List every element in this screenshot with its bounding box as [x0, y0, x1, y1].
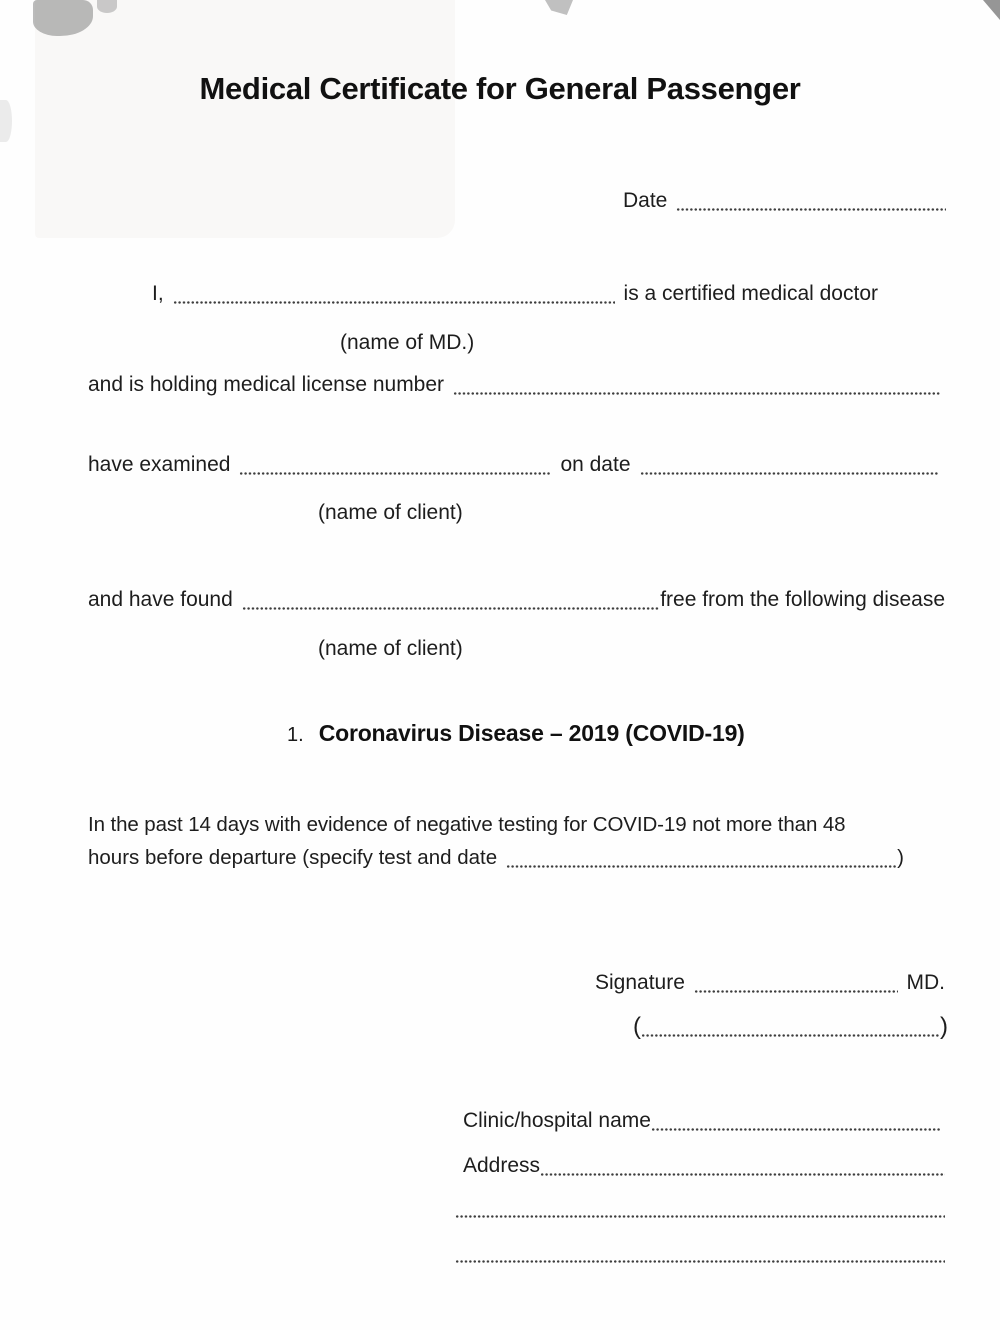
- name-of-client-caption-1: (name of client): [318, 501, 463, 524]
- scan-artifact-shade: [35, 0, 455, 238]
- i-label: I,: [152, 282, 164, 305]
- address-line: [463, 1153, 945, 1179]
- address-blank: [540, 1153, 945, 1179]
- client-name-blank: [239, 452, 551, 478]
- signature-name-line: [633, 1014, 948, 1040]
- scan-artifact-top-left-2: [97, 0, 117, 13]
- free-disease-text: free from the following disease: [660, 588, 945, 611]
- on-date-label: on date: [560, 453, 631, 476]
- license-label: and is holding medical license number: [88, 373, 445, 396]
- doctor-name-blank: [173, 281, 615, 307]
- license-blank: [453, 372, 940, 398]
- name-of-client-caption-2: (name of client): [318, 637, 463, 660]
- document-title: Medical Certificate for General Passenger: [199, 71, 801, 106]
- md-label: MD.: [906, 971, 945, 994]
- found-line: [88, 587, 945, 613]
- license-line: [88, 372, 940, 398]
- scan-artifact-top-right: [983, 0, 1000, 20]
- signature-blank: [694, 970, 898, 996]
- open-paren: (: [633, 1013, 641, 1040]
- scan-artifact-top-middle: [545, 0, 573, 15]
- address-extra-line-2: [455, 1240, 945, 1266]
- clinic-label: Clinic/hospital name: [463, 1109, 651, 1132]
- name-of-md-caption: (name of MD.): [340, 331, 475, 354]
- disease-title: Coronavirus Disease – 2019 (COVID-19): [318, 720, 745, 746]
- disease-heading: [287, 720, 745, 747]
- clinic-name-blank: [651, 1108, 940, 1134]
- date-label: Date: [623, 189, 668, 212]
- found-label: and have found: [88, 588, 233, 611]
- date-line: [623, 188, 946, 214]
- doctor-name-line: [152, 281, 878, 307]
- address-extra-blank-2: [455, 1240, 945, 1266]
- scan-artifact-top-left: [33, 0, 93, 36]
- address-extra-blank-1: [455, 1195, 945, 1221]
- test-date-blank: [506, 845, 897, 871]
- found-client-blank: [242, 587, 660, 613]
- certified-doctor-text: is a certified medical doctor: [623, 282, 878, 305]
- signature-line: [595, 970, 945, 996]
- date-blank: [676, 188, 946, 214]
- covid-paragraph-line2: [88, 845, 904, 871]
- close-paren: ): [940, 1013, 948, 1040]
- exam-date-blank: [640, 452, 939, 478]
- covid-paragraph-line2-text: hours before departure (specify test and date: [88, 846, 498, 869]
- covid-paragraph-line1: In the past 14 days with evidence of negative testing for COVID-19 not more than 48: [88, 813, 846, 836]
- clinic-line: [463, 1108, 940, 1134]
- signature-label: Signature: [595, 971, 685, 994]
- address-extra-line-1: [455, 1195, 945, 1221]
- address-label: Address: [463, 1154, 541, 1177]
- examined-label: have examined: [88, 453, 231, 476]
- disease-number: 1.: [287, 724, 304, 746]
- paragraph-close-paren: ): [897, 846, 904, 869]
- examined-line: [88, 452, 939, 478]
- signature-name-blank: [641, 1014, 940, 1040]
